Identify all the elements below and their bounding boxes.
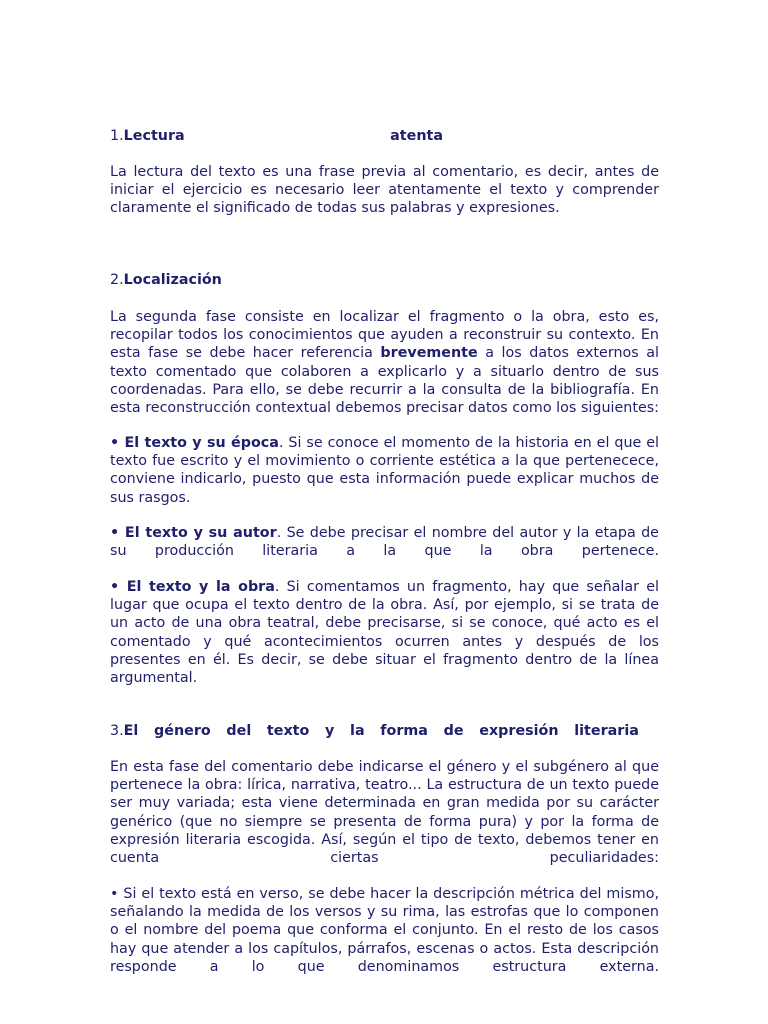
bullet-texto-autor-text: . Se debe precisar el nombre del autor y la etapa de su producción literaria a la que la obra pertenece. — [110, 525, 659, 560]
bullet-verso: • Si el texto está en verso, se debe hacer la descripción métrica del mismo, señalando la medida de los versos y su rima, las estrofas que lo componen o el nombre del poema que conforma el conjunto. En el resto de los casos hay que atender a los capítulos, párrafos, escenas o actos. Esta descripción responde a lo que denominamos estructura externa. — [110, 886, 659, 975]
section-1-heading — [110, 127, 659, 145]
section-2-heading — [110, 271, 659, 289]
section-3-word-8: de — [443, 723, 464, 739]
bullet-texto-epoca — [110, 434, 659, 507]
section-1-paragraph: La lectura del texto es una frase previa al comentario, es decir, antes de iniciar el ejercicio es necesario leer atentamente el texto y comprender claramente el significado de todas sus palabras y expresiones. — [110, 164, 659, 217]
section-3-word-5: y — [325, 723, 335, 739]
section-3-word-4: texto — [266, 723, 310, 739]
section-3-word-10: literaria — [574, 723, 639, 739]
bullet-texto-obra-title: • El texto y la obra — [110, 579, 275, 595]
section-3-word-3: del — [226, 723, 252, 739]
section-2-paragraph-text-a: La segunda fase consiste en localizar el fragmento o la obra, esto es, recopilar todos los conocimientos que ayuden a reconstruir su contexto. En esta fase se debe hacer referencia — [110, 309, 659, 362]
section-3-word-6: la — [350, 723, 365, 739]
section-3-word-1: El — [123, 723, 139, 739]
bullet-texto-epoca-text: . Si se conoce el momento de la historia en el que el texto fue escrito y el movimiento o corriente estética a la que pertenecece, conviene indicarlo, puesto que esta información puede explicar muchos de sus rasgos. — [110, 435, 660, 506]
section-2-paragraph — [110, 308, 659, 417]
section-3-number: 3. — [110, 723, 124, 739]
section-2-emphasis: brevemente — [380, 345, 478, 362]
section-3-paragraph: En esta fase del comentario debe indicarse el género y el subgénero al que pertenece la obra: lírica, narrativa, teatro... La estructura de un texto puede ser muy variada; esta viene determinada en gran medida por su carácter genérico (que no siempre se presenta de forma pura) y por la forma de expresión literaria escogida. Así, según el tipo de texto, debemos tener en cuenta ciertas peculiaridades: — [110, 759, 659, 867]
bullet-texto-autor-title: • El texto y su autor — [110, 525, 277, 541]
section-1-title-word-2: atenta — [390, 128, 443, 144]
section-2-title: Localización — [123, 272, 222, 288]
bullet-texto-obra — [110, 578, 659, 687]
section-3-heading — [110, 722, 639, 740]
bullet-texto-autor — [110, 524, 659, 560]
section-2-paragraph-text-b: a los datos externos al texto comentado que colaboren a explicarlo y a situarlo dentro de sus coordenadas. Para ello, se debe recurrir a la consulta de la bibliografía. En esta reconstrucción contextual debemos precisar datos como los siguientes: — [110, 345, 659, 417]
section-3-word-2: género — [154, 723, 211, 739]
section-1-number: 1. — [110, 128, 124, 144]
section-3-word-9: expresión — [479, 723, 559, 739]
bullet-texto-epoca-title: • El texto y su época — [110, 435, 279, 451]
section-2-number: 2. — [110, 272, 124, 288]
section-1-title-word-1: Lectura — [123, 128, 185, 144]
bullet-texto-obra-text: . Si comentamos un fragmento, hay que señalar el lugar que ocupa el texto dentro de la obra. Así, por ejemplo, si se trata de un acto de una obra teatral, debe precisarse, si se conoce, qué acto es el comentado y qué acontecimientos ocurren antes y después de los presentes en él. Es decir, se debe situar el fragmento dentro de la línea argumental. — [110, 579, 659, 687]
section-3-word-7: forma — [380, 723, 428, 739]
